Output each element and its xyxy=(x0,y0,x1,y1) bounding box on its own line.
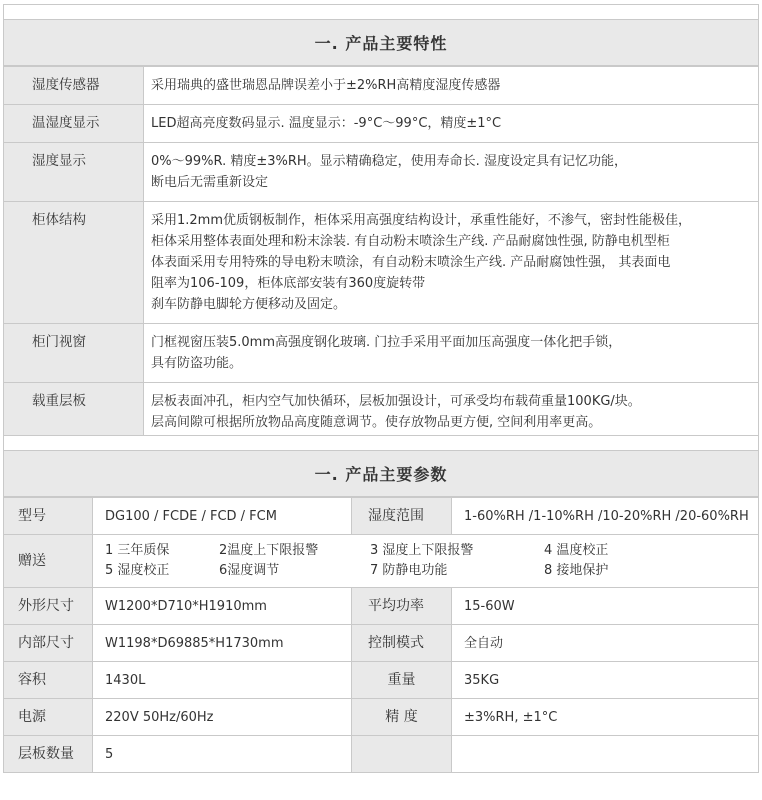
table-row xyxy=(4,202,759,324)
gift-item: 3 湿度上下限报警 xyxy=(370,543,474,558)
table-row xyxy=(4,588,759,625)
humidity-range-label: 湿度范围 xyxy=(352,498,452,535)
power-value: 220V 50Hz/60Hz xyxy=(93,699,352,736)
gift-item: 7 防静电功能 xyxy=(370,563,448,578)
weight-value: 35KG xyxy=(452,662,759,699)
empty-cell xyxy=(452,736,759,773)
gift-item: 4 温度校正 xyxy=(544,543,609,558)
shelves-label: 层板数量 xyxy=(4,736,93,773)
empty-cell xyxy=(352,736,452,773)
model-value: DG100 / FCDE / FCD / FCM xyxy=(93,498,352,535)
feature-text: 采用1.2mm优质钢板制作，柜体采用高强度结构设计，承重性能好，不渗气，密封性能极佳， 柜体采用整体表面处理和粉末涂装. 有自动粉末喷涂生产线. 产品耐腐蚀性强, 防静电机型柜 体表面采用专用特殊的导电粉末喷涂，有自动粉末喷涂生产线. 产品耐腐蚀性强， 其表面电 阻率为106-109，柜体底部安装有360度旋转带 刹车防静电脚轮方便移动及固定。 xyxy=(144,202,759,324)
avg-power-value: 15-60W xyxy=(452,588,759,625)
gift-item: 1 三年质保 xyxy=(105,543,170,558)
feature-label: 载重层板 xyxy=(4,383,144,442)
table-row xyxy=(4,699,759,736)
feature-text: 0%～99%R. 精度±3%RH。显示精确稳定，使用寿命长. 湿度设定具有记忆功能， 断电后无需重新设定 xyxy=(144,143,759,202)
gifts-list xyxy=(93,535,759,588)
params-title: 一. 产品主要参数 xyxy=(3,450,759,497)
volume-value: 1430L xyxy=(93,662,352,699)
gift-item: 5 湿度校正 xyxy=(105,563,170,578)
avg-power-label: 平均功率 xyxy=(352,588,452,625)
params-table xyxy=(3,497,759,773)
feature-label: 柜体结构 xyxy=(4,202,144,324)
top-strip xyxy=(3,4,759,19)
feature-text: 采用瑞典的盛世瑞恩品牌误差小于±2%RH高精度湿度传感器 xyxy=(144,67,759,105)
feature-label: 柜门视窗 xyxy=(4,324,144,383)
features-table xyxy=(3,66,759,442)
table-row xyxy=(4,67,759,105)
control-mode-label: 控制模式 xyxy=(352,625,452,662)
table-row xyxy=(4,383,759,442)
feature-text: 门框视窗压装5.0mm高强度钢化玻璃. 门拉手采用平面加压高强度一体化把手锁， 具有防盗功能。 xyxy=(144,324,759,383)
dimensions-value: W1200*D710*H1910mm xyxy=(93,588,352,625)
shelves-value: 5 xyxy=(93,736,352,773)
control-mode-value: 全自动 xyxy=(452,625,759,662)
gifts-label: 赠送 xyxy=(4,535,93,588)
table-row xyxy=(4,662,759,699)
table-row xyxy=(4,105,759,143)
table-row xyxy=(4,736,759,773)
weight-label: 重量 xyxy=(352,662,452,699)
inner-size-label: 内部尺寸 xyxy=(4,625,93,662)
feature-text: LED超高亮度数码显示. 温度显示：-9°C～99°C，精度±1°C xyxy=(144,105,759,143)
gift-item: 6湿度调节 xyxy=(219,563,280,578)
params-sheet xyxy=(3,435,759,773)
gift-item: 2温度上下限报警 xyxy=(219,543,319,558)
top-strip xyxy=(3,435,759,450)
model-label: 型号 xyxy=(4,498,93,535)
power-label: 电源 xyxy=(4,699,93,736)
inner-size-value: W1198*D69885*H1730mm xyxy=(93,625,352,662)
table-row xyxy=(4,535,759,588)
humidity-range-value: 1-60%RH /1-10%RH /10-20%RH /20-60%RH xyxy=(452,498,759,535)
table-row xyxy=(4,324,759,383)
table-row xyxy=(4,625,759,662)
accuracy-value: ±3%RH, ±1°C xyxy=(452,699,759,736)
accuracy-label: 精 度 xyxy=(352,699,452,736)
feature-label: 湿度显示 xyxy=(4,143,144,202)
gift-item: 8 接地保护 xyxy=(544,563,609,578)
dimensions-label: 外形尺寸 xyxy=(4,588,93,625)
feature-label: 温湿度显示 xyxy=(4,105,144,143)
volume-label: 容积 xyxy=(4,662,93,699)
features-title: 一. 产品主要特性 xyxy=(3,19,759,66)
table-row xyxy=(4,498,759,535)
feature-label: 湿度传感器 xyxy=(4,67,144,105)
feature-text: 层板表面冲孔，柜内空气加快循环，层板加强设计，可承受均布载荷重量100KG/块。 层高间隙可根据所放物品高度随意调节。使存放物品更方便, 空间利用率更高。 xyxy=(144,383,759,442)
features-sheet xyxy=(3,4,759,442)
table-row xyxy=(4,143,759,202)
